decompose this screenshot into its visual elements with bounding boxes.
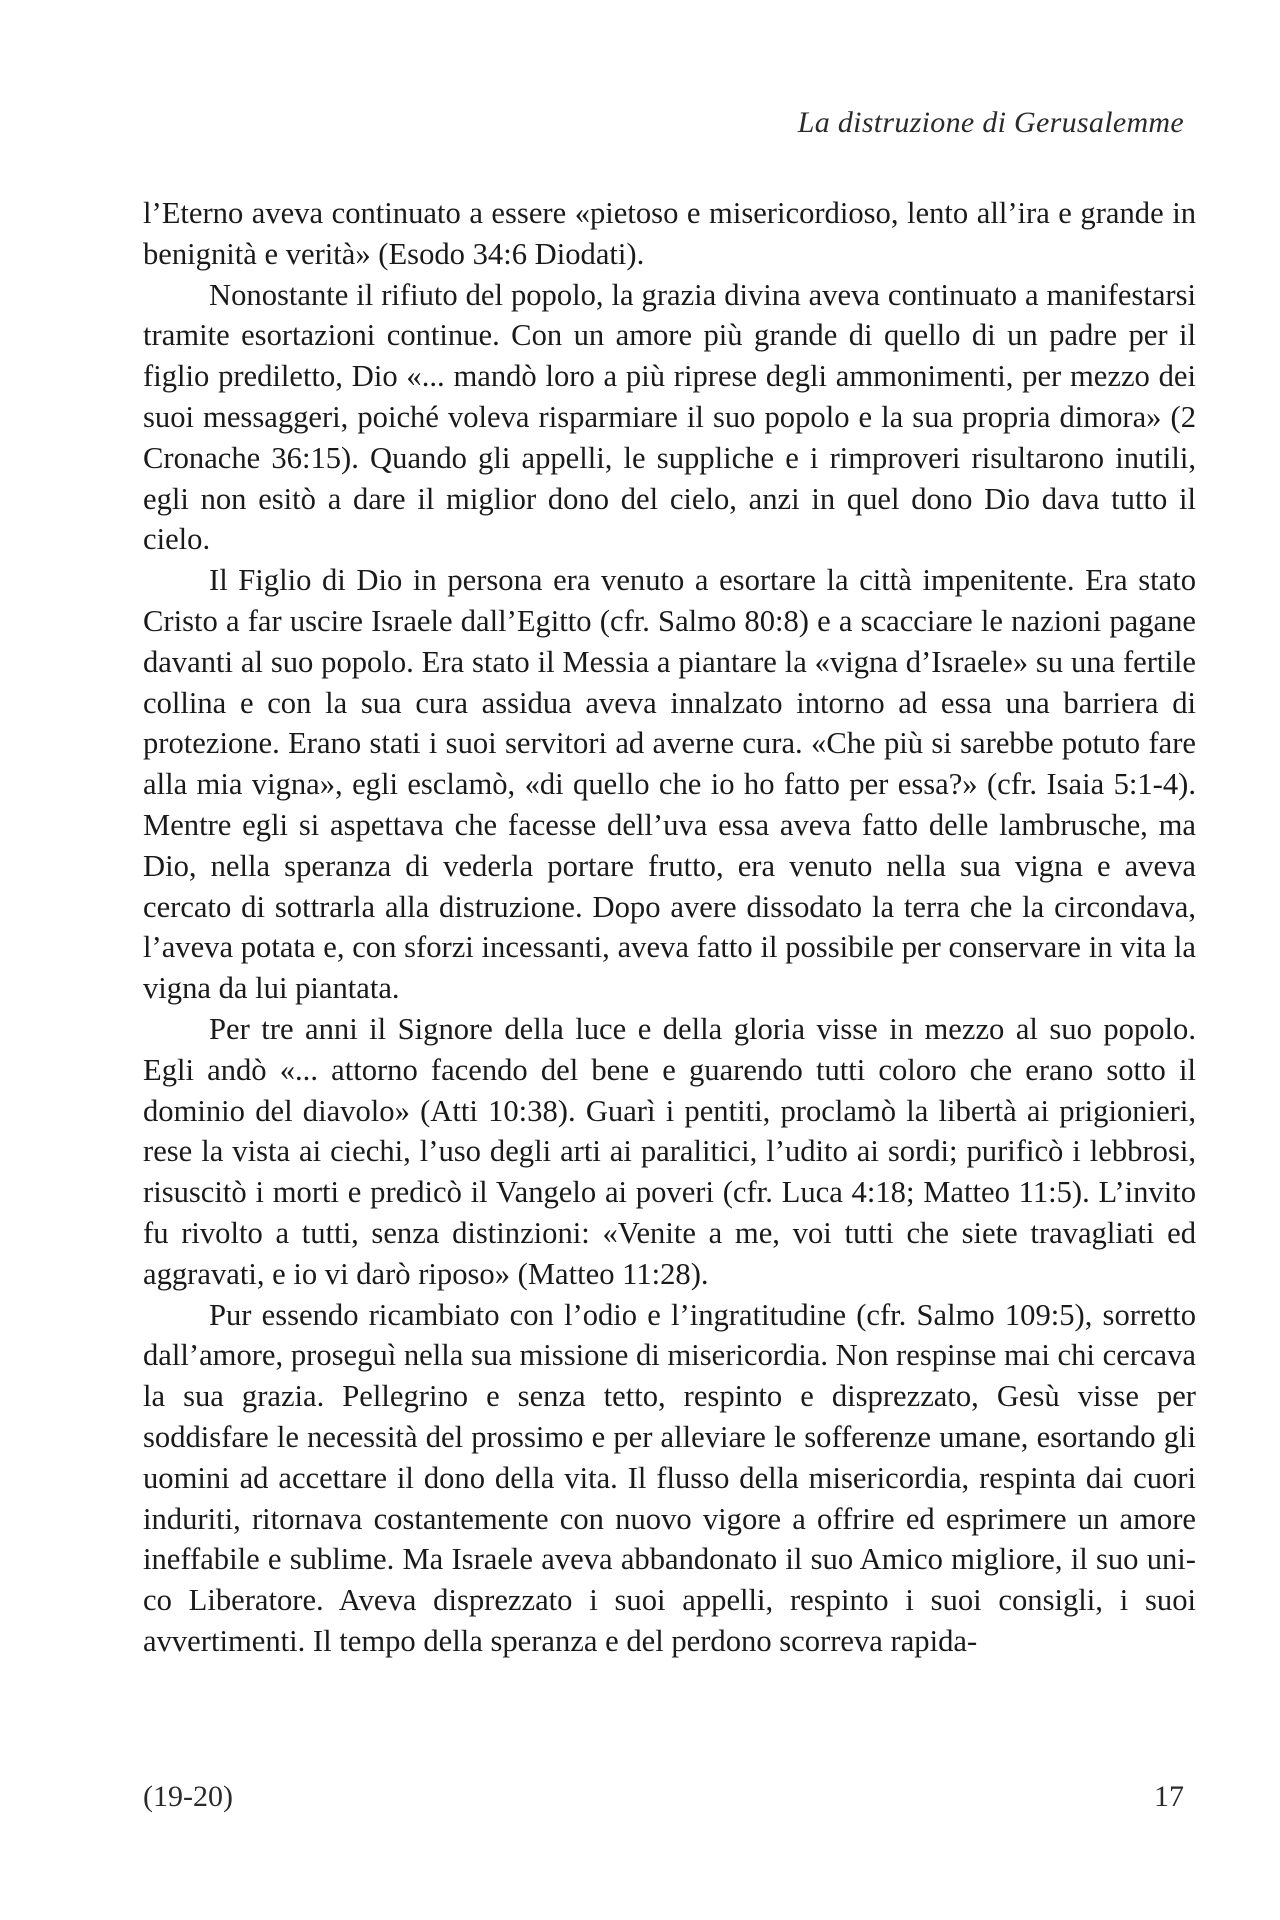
section-reference: (19-20) (143, 1780, 233, 1813)
paragraph: Nonostante il rifiuto del popolo, la grazia divina aveva continuato a manifestarsi tramite esortazioni continue. Con un amore più grande di quello di un padre per il figlio prediletto, Dio «... mandò loro a più riprese degli ammonimenti, per mezzo dei suoi messaggeri, poiché voleva risparmiare il suo popolo e la sua propria dimora» (2 Cronache 36:15). Quando gli appelli, le suppliche e i rimproveri risultarono inutili, egli non esitò a dare il miglior dono del cielo, anzi in quel dono Dio dava tutto il cielo. (143, 277, 1196, 557)
paragraph: Il Figlio di Dio in persona era venuto a esortare la città impenitente. Era stato Cristo a far uscire Israele dall’Egitto (cfr. Salmo 80:8) e a scacciare le nazioni pagane davanti al suo popolo. Era stato il Messia a piantare la «vigna d’Israele» su una fertile collina e con la sua cura assidua aveva innalzato intorno ad essa una barriera di protezione. Erano stati i suoi servitori ad averne cura. «Che più si sarebbe potuto fare alla mia vigna», egli esclamò, «di quello che io ho fatto per essa?» (cfr. Isaia 5:1-4). Mentre egli si aspettava che facesse dell’uva essa aveva fatto delle lambrusche, ma Dio, nella speranza di vederla portare frutto, era venuto nella sua vigna e aveva cercato di sottrarla alla distruzione. Dopo avere dissodato la terra che la circondava, l’aveva potata e, con sforzi incessanti, aveva fatto il possibile per conservare in vita la vigna da lui piantata. (143, 563, 1196, 1006)
paragraph-continued: l’Eterno aveva continuato a essere «pietoso e misericordioso, lento all’ira e grande in benignità e verità» (Esodo 34:6 Diodati). (143, 196, 1196, 271)
page-number: 17 (1154, 1780, 1184, 1813)
paragraph: Pur essendo ricambiato con l’odio e l’ingratitudine (cfr. Salmo 109:5), sorretto dall’amore, proseguì nella sua missione di misericordia. Non respinse mai chi cercava la sua grazia. Pellegrino e senza tetto, respinto e disprezzato, Gesù visse per soddisfare le necessità del prossimo e per alleviare le sofferenze umane, esortando gli uomini ad accettare il dono della vita. Il flusso della misericordia, respinta dai cuori induriti, ritornava costantemente con nuovo vigore a offrire ed esprimere un amore ineffabile e sublime. Ma Israele aveva abbandonato il suo Amico migliore, il suo unico Liberatore. Aveva disprezzato i suoi appelli, respinto i suoi consigli, i suoi avvertimenti. Il tempo della speranza e del perdono scorreva rapida- (143, 1297, 1196, 1658)
body-text (143, 193, 1196, 1662)
paragraph: Per tre anni il Signore della luce e della gloria visse in mezzo al suo popolo. Egli andò «... attorno facendo del bene e guarendo tutti coloro che erano sotto il dominio del diavolo» (Atti 10:38). Guarì i pentiti, proclamò la libertà ai prigionieri, rese la vista ai ciechi, l’uso degli arti ai paralitici, l’udito ai sordi; purificò i lebbrosi, risuscitò i morti e predicò il Vangelo ai poveri (cfr. Luca 4:18; Matteo 11:5). L’invito fu rivolto a tutti, senza distinzioni: «Venite a me, voi tutti che siete travagliati ed aggravati, e io vi darò riposo» (Matteo 11:28). (143, 1011, 1196, 1291)
running-header: La distruzione di Gerusalemme (797, 106, 1184, 139)
